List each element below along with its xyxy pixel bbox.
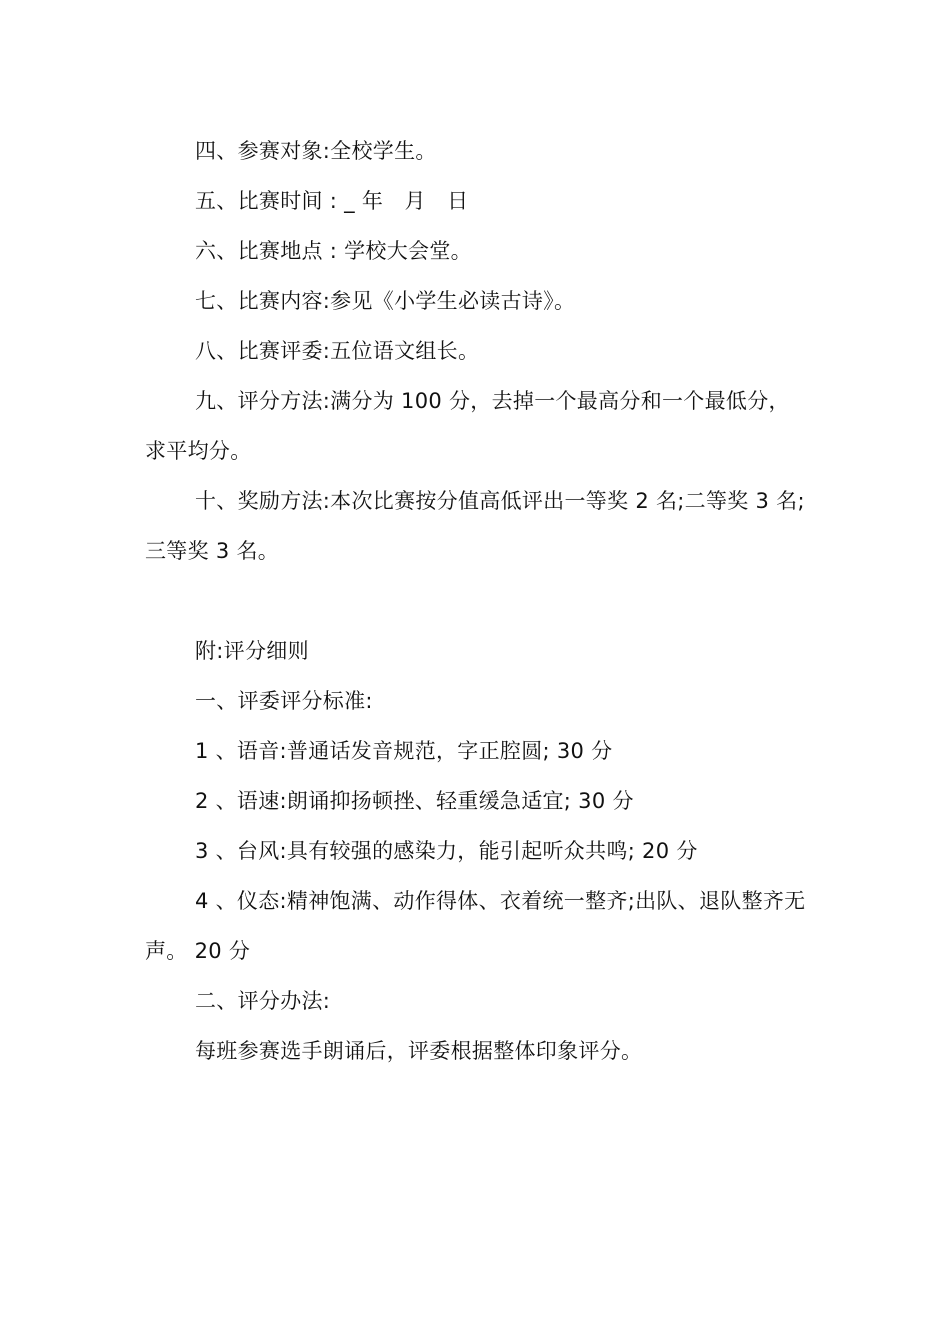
section-5-time: 五、比赛时间 : _ 年 月 日 — [195, 189, 469, 213]
section-9-scoring-method: 九、评分方法:满分为 100 分，去掉一个最高分和一个最低分，求平均分。 — [145, 389, 790, 463]
section-10-awards: 十、奖励方法:本次比赛按分值高低评出一等奖 2 名;二等奖 3 名;三等奖 3 名。 — [145, 489, 805, 563]
appendix-method-text: 每班参赛选手朗诵后，评委根据整体印象评分。 — [195, 1039, 643, 1063]
appendix-title: 附:评分细则 — [195, 639, 309, 663]
section-6-venue: 六、比赛地点 : 学校大会堂。 — [195, 239, 472, 263]
document-body — [145, 126, 810, 1076]
appendix-method-heading: 二、评分办法: — [195, 989, 331, 1013]
section-8-judges: 八、比赛评委:五位语文组长。 — [195, 339, 480, 363]
criterion-stage-presence: 3 、台风:具有较强的感染力，能引起听众共鸣; 20 分 — [195, 839, 698, 863]
section-7-content: 七、比赛内容:参见《小学生必读古诗》。 — [195, 289, 576, 313]
criterion-pronunciation: 1 、语音:普通话发音规范，字正腔圆; 30 分 — [195, 739, 613, 763]
section-4-participants: 四、参赛对象:全校学生。 — [195, 139, 437, 163]
appendix-criteria-heading: 一、评委评分标准: — [195, 689, 373, 713]
criterion-deportment: 4 、仪态:精神饱满、动作得体、衣着统一整齐;出队、退队整齐无声。 20 分 — [145, 889, 806, 963]
paragraph-spacer — [145, 576, 810, 626]
criterion-pace: 2 、语速:朗诵抑扬顿挫、轻重缓急适宜; 30 分 — [195, 789, 634, 813]
